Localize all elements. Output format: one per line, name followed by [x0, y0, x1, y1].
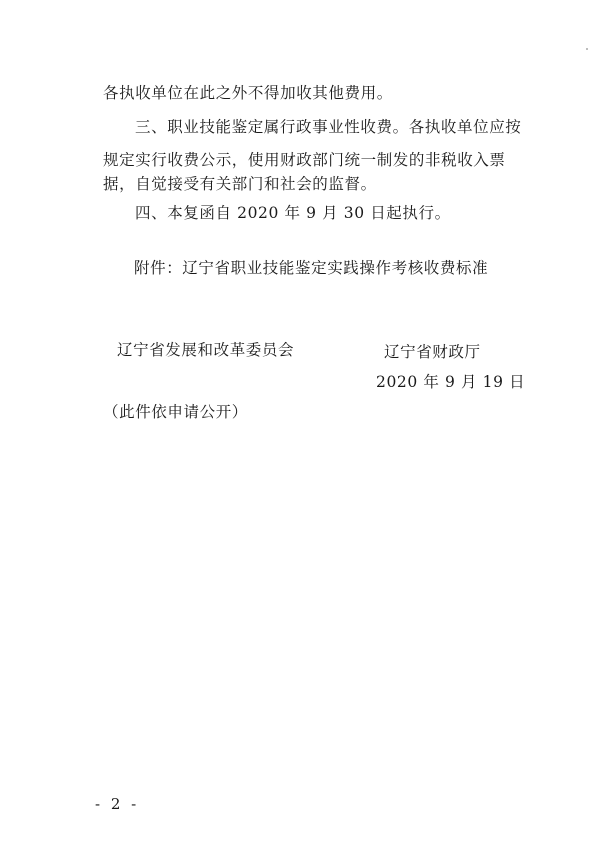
attachment-line: 附件：辽宁省职业技能鉴定实践操作考核收费标准	[134, 259, 489, 277]
issuer-finance-dept: 辽宁省财政厅	[384, 343, 481, 361]
body-line-1: 各执收单位在此之外不得加收其他费用。	[103, 84, 393, 102]
disclosure-note: （此件依申请公开）	[103, 403, 248, 421]
page-number: - 2 -	[95, 795, 140, 813]
clause-4: 四、本复函自 2020 年 9 月 30 日起执行。	[135, 204, 451, 222]
clause-3-line-2: 规定实行收费公示，使用财政部门统一制发的非税收入票	[103, 151, 506, 169]
clause-3-line-3: 据，自觉接受有关部门和社会的监督。	[103, 175, 377, 193]
scan-speck	[586, 48, 588, 50]
issue-date: 2020 年 9 月 19 日	[376, 373, 526, 391]
issuer-ndrc: 辽宁省发展和改革委员会	[117, 341, 295, 359]
clause-3-line-1: 三、职业技能鉴定属行政事业性收费。各执收单位应按	[135, 118, 522, 136]
